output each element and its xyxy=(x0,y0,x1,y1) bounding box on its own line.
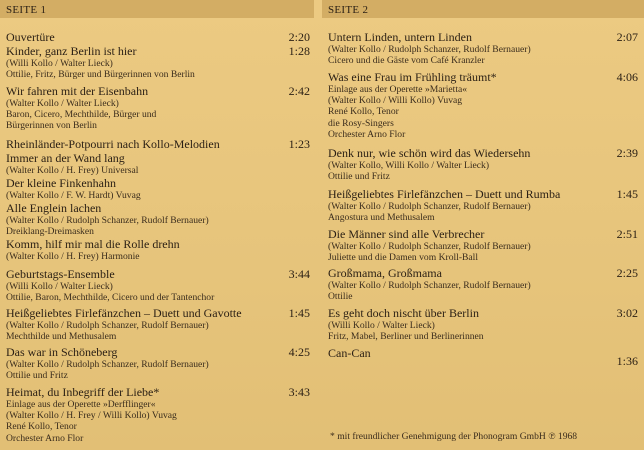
track-credit: Ottilie und Fritz xyxy=(328,171,390,183)
track-credit: (Walter Kollo / H. Frey / Willi Kollo) Vuvag xyxy=(6,410,177,422)
track-credit: Ottilie, Fritz, Bürger und Bürgerinnen von Berlin xyxy=(6,69,195,81)
track-credit: Ottilie, Baron, Mechthilde, Cicero und der Tantenchor xyxy=(6,292,215,304)
track-credit: Ottilie xyxy=(328,291,353,303)
track-item xyxy=(6,44,314,80)
track-duration: 2:42 xyxy=(288,84,310,98)
track-credit: (Walter Kollo, Willi Kollo / Walter Lieck) xyxy=(328,160,490,171)
track-credit: Angostura und Methusalem xyxy=(328,212,435,224)
track-item xyxy=(6,306,314,342)
track-credit: (Walter Kollo / F. W. Hardt) Vuvag xyxy=(6,190,141,201)
track-credit: Cicero und die Gäste vom Café Kranzler xyxy=(328,55,485,67)
track-credit: Ottilie und Fritz xyxy=(6,370,68,382)
track-credit: René Kollo, Tenor xyxy=(328,106,399,118)
track-duration: 2:51 xyxy=(616,227,638,241)
track-item xyxy=(328,146,644,182)
track-duration: 4:25 xyxy=(288,345,310,359)
side-1-header: SEITE 1 xyxy=(0,0,314,18)
track-item xyxy=(6,267,314,303)
track-title: Can-Can xyxy=(328,346,371,360)
track-item xyxy=(328,266,644,302)
track-credit: Orchester Arno Flor xyxy=(328,128,406,140)
track-title: Die Männer sind alle Verbrecher xyxy=(328,227,485,241)
track-credit: (Walter Kollo / Rudolph Schanzer, Rudolf Bernauer) xyxy=(6,320,209,331)
track-credit: (Walter Kollo / H. Frey) Harmonie xyxy=(6,251,140,262)
track-credit: (Walter Kollo / Rudolph Schanzer, Rudolf Bernauer) xyxy=(328,241,531,252)
track-title: Heißgeliebtes Firlefänzchen – Duett und Rumba xyxy=(328,187,561,201)
track-item xyxy=(6,176,314,201)
track-item xyxy=(6,237,314,262)
track-credit: (Walter Kollo / Rudolph Schanzer, Rudolf Bernauer) xyxy=(328,280,531,291)
track-credit: Orchester Arno Flor xyxy=(6,432,84,444)
track-credit: (Walter Kollo / Willi Kollo) Vuvag xyxy=(328,95,463,107)
track-credit: Einlage aus der Operette »Marietta« xyxy=(328,84,468,95)
track-title: Kinder, ganz Berlin ist hier xyxy=(6,44,137,58)
track-duration: 1:45 xyxy=(288,306,310,320)
track-title: Alle Englein lachen xyxy=(6,201,102,215)
track-credit: (Walter Kollo / Rudolph Schanzer, Rudolf Bernauer) xyxy=(328,201,531,212)
track-duration: 3:44 xyxy=(288,267,310,281)
track-credit: Fritz, Mabel, Berliner und Berlinerinnen xyxy=(328,331,484,343)
track-credit: (Walter Kollo / Rudolph Schanzer, Rudolf Bernauer) xyxy=(6,359,209,370)
track-credit: (Willi Kollo / Walter Lieck) xyxy=(6,281,113,292)
track-duration: 3:43 xyxy=(288,385,310,399)
track-title: Großmama, Großmama xyxy=(328,266,442,280)
track-title: Komm, hilf mir mal die Rolle drehn xyxy=(6,237,180,251)
track-credit: René Kollo, Tenor xyxy=(6,421,77,433)
track-duration: 1:28 xyxy=(288,44,310,58)
track-title: Wir fahren mit der Eisenbahn xyxy=(6,84,149,98)
track-credit: (Walter Kollo / Rudolph Schanzer, Rudolf Bernauer) xyxy=(6,215,209,226)
track-duration: 1:45 xyxy=(616,187,638,201)
track-credit: Juliette und die Damen vom Kroll-Ball xyxy=(328,252,479,264)
track-item xyxy=(328,187,644,223)
track-credit: (Willi Kollo / Walter Lieck) xyxy=(6,58,113,69)
track-duration: 2:20 xyxy=(288,30,310,44)
copyright-footnote: * mit freundlicher Genehmigung der Phonogram GmbH ℗ 1968 xyxy=(330,431,578,442)
track-duration: 2:07 xyxy=(616,30,638,44)
track-item xyxy=(328,227,644,263)
track-title: Ouvertüre xyxy=(6,30,55,44)
track-title: Heimat, du Inbegriff der Liebe* xyxy=(6,385,160,399)
track-credit: Baron, Cicero, Mechthilde, Bürger und xyxy=(6,109,157,121)
track-title: Geburtstags-Ensemble xyxy=(6,267,115,281)
track-title: Untern Linden, untern Linden xyxy=(328,30,472,44)
side-2-header: SEITE 2 xyxy=(322,0,644,18)
track-title: Es geht doch nischt über Berlin xyxy=(328,306,479,320)
track-item xyxy=(6,137,314,151)
track-duration: 1:23 xyxy=(288,137,310,151)
track-credit: (Walter Kollo / Rudolph Schanzer, Rudolf Bernauer) xyxy=(328,44,531,55)
track-title: Der kleine Finkenhahn xyxy=(6,176,116,190)
track-credit: die Rosy-Singers xyxy=(328,117,394,129)
track-item xyxy=(328,346,644,368)
track-item xyxy=(6,201,314,237)
side-1-column xyxy=(0,0,314,444)
track-title: Immer an der Wand lang xyxy=(6,151,125,165)
track-item xyxy=(328,70,644,140)
track-credit: Einlage aus der Operette »Derfflinger« xyxy=(6,399,156,410)
track-title: Heißgeliebtes Firlefänzchen – Duett und Gavotte xyxy=(6,306,242,320)
track-duration: 1:36 xyxy=(616,354,638,368)
track-item xyxy=(6,84,314,132)
track-item xyxy=(6,385,314,444)
side-2-column xyxy=(322,0,644,368)
track-item xyxy=(328,30,644,66)
track-credit: Mechthilde und Methusalem xyxy=(6,331,117,343)
track-duration: 4:06 xyxy=(616,70,638,84)
track-credit: (Walter Kollo / H. Frey) Universal xyxy=(6,165,139,176)
track-duration: 3:02 xyxy=(616,306,638,320)
track-title: Das war in Schöneberg xyxy=(6,345,118,359)
track-credit: (Willi Kollo / Walter Lieck) xyxy=(328,320,435,331)
track-credit: Bürgerinnen von Berlin xyxy=(6,120,97,132)
track-credit: (Walter Kollo / Walter Lieck) xyxy=(6,98,119,109)
track-title: Rheinländer-Potpourri nach Kollo-Melodien xyxy=(6,137,220,151)
track-credit: Dreiklang-Dreimasken xyxy=(6,226,94,238)
track-item xyxy=(6,151,314,176)
track-title: Denk nur, wie schön wird das Wiedersehn xyxy=(328,146,531,160)
track-title: Was eine Frau im Frühling träumt* xyxy=(328,70,497,84)
track-item xyxy=(328,306,644,342)
track-duration: 2:25 xyxy=(616,266,638,280)
track-item xyxy=(6,30,314,44)
track-item xyxy=(6,345,314,381)
track-duration: 2:39 xyxy=(616,146,638,160)
